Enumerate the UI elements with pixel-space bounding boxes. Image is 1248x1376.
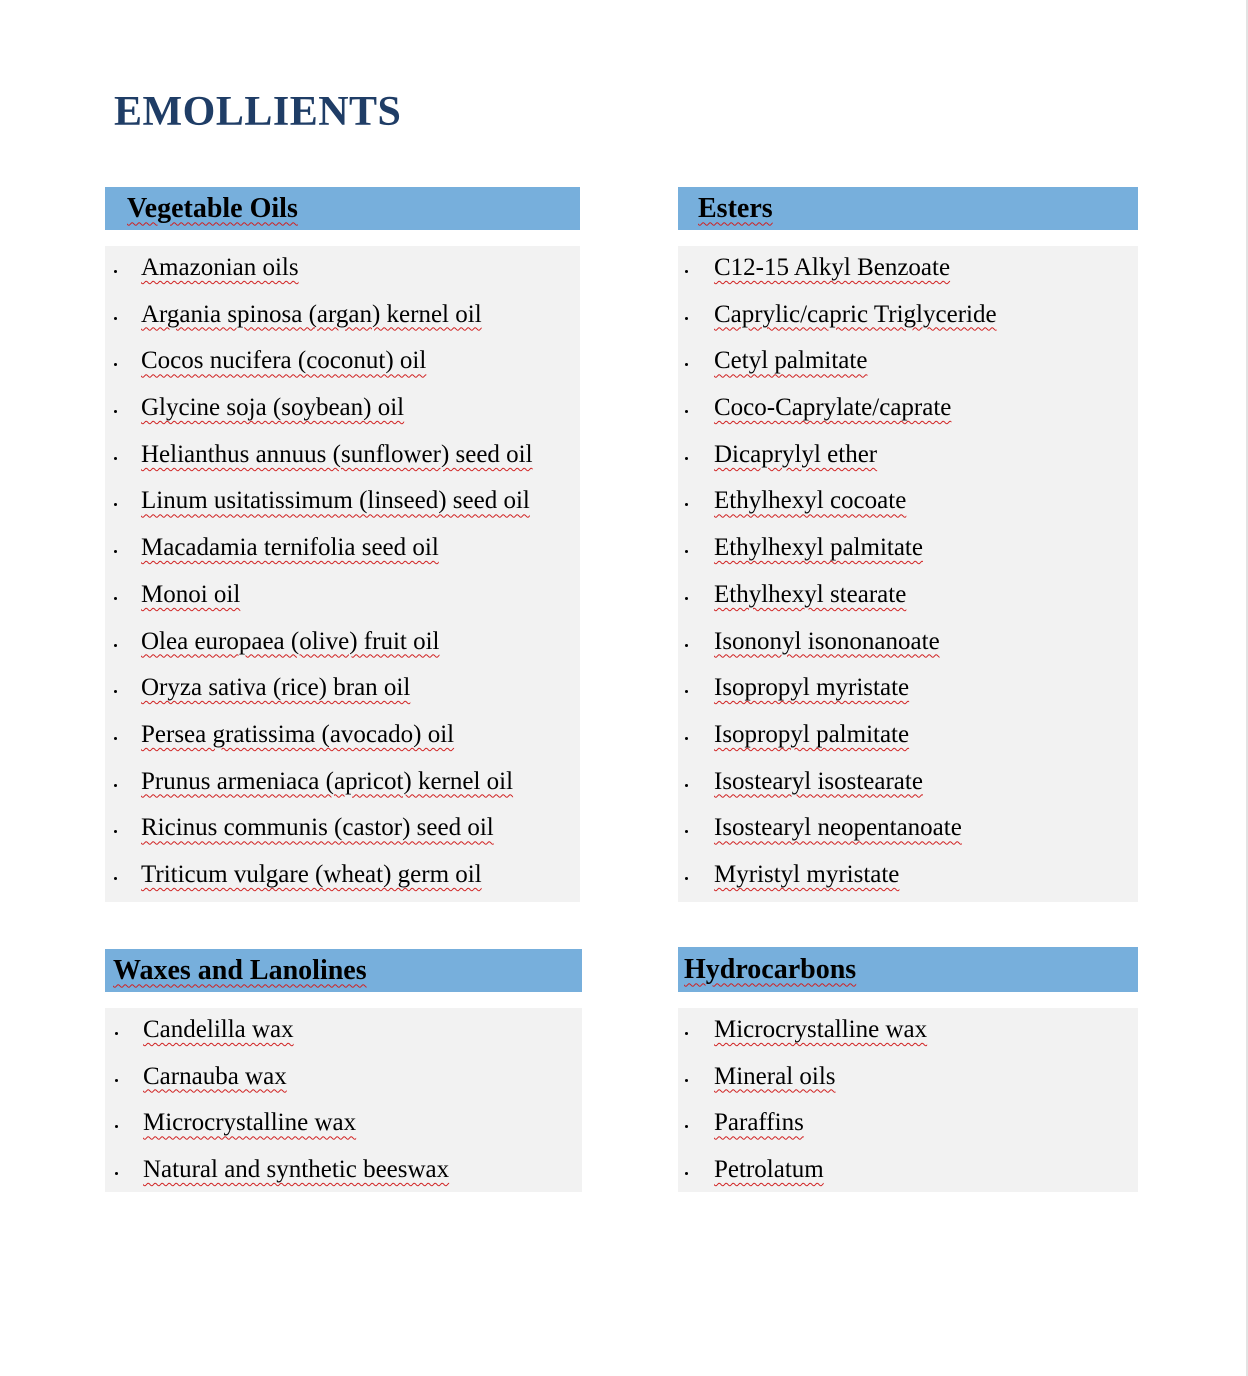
bullet-icon [685, 457, 688, 460]
bullet-icon [685, 597, 688, 600]
list-item [105, 1057, 582, 1104]
list-item [105, 668, 580, 715]
list-item-text: Persea gratissima (avocado) oil [141, 720, 455, 748]
list-item [105, 1150, 582, 1197]
list-item-text: Oryza sativa (rice) bran oil [141, 674, 411, 702]
list-item [105, 715, 580, 762]
list-item-text: Microcrystalline wax [143, 1109, 357, 1137]
list-item-text: Amazonian oils [141, 254, 299, 281]
list-item [678, 575, 1138, 622]
list-item-text: Ethylhexyl palmitate [714, 534, 923, 562]
list-item [105, 1010, 582, 1057]
section-list [678, 1008, 1138, 1192]
bullet-icon [685, 270, 688, 273]
list-item [678, 622, 1138, 669]
list-item-text: Cocos nucifera (coconut) oil [141, 347, 427, 375]
list-item [105, 341, 580, 388]
list-item [105, 248, 580, 295]
section-list [105, 1008, 582, 1192]
list-item-text: Ethylhexyl cocoate [714, 487, 907, 515]
bullet-icon [685, 644, 688, 647]
list-item [105, 855, 580, 902]
section-header [105, 187, 580, 230]
section-header [678, 947, 1138, 992]
bullet-icon [685, 1172, 688, 1175]
list-item [105, 1103, 582, 1150]
bullet-icon [115, 1032, 118, 1035]
list-item-text: Helianthus annuus (sunflower) seed oil [141, 440, 533, 468]
list-item-text: Macadamia ternifolia seed oil [141, 534, 439, 562]
bullet-icon [114, 877, 117, 880]
list-item-text: Natural and synthetic beeswax [143, 1156, 450, 1184]
bullet-icon [685, 550, 688, 553]
list-item-text: Microcrystalline wax [714, 1016, 928, 1043]
list-item-text: Olea europaea (olive) fruit oil [141, 627, 440, 655]
list-item [105, 762, 580, 809]
bullet-icon [115, 1079, 118, 1082]
list-item [678, 341, 1138, 388]
bullet-icon [114, 457, 117, 460]
bullet-icon [114, 550, 117, 553]
list-item [678, 762, 1138, 809]
bullet-icon [114, 644, 117, 647]
list-item [678, 1010, 1138, 1057]
list-item-text: Myristyl myristate [714, 860, 900, 888]
list-item-text: Glycine soja (soybean) oil [141, 394, 405, 422]
bullet-icon [685, 1032, 688, 1035]
bullet-icon [685, 737, 688, 740]
bullet-icon [114, 690, 117, 693]
list-item-text: Isononyl isononanoate [714, 627, 940, 655]
bullet-icon [685, 1125, 688, 1128]
list-item-text: Candelilla wax [143, 1016, 294, 1043]
list-item [678, 435, 1138, 482]
list-item [105, 808, 580, 855]
section-header [105, 949, 582, 992]
bullet-icon [114, 317, 117, 320]
list-item-text: Isopropyl palmitate [714, 720, 910, 748]
bullet-icon [114, 363, 117, 366]
bullet-icon [685, 363, 688, 366]
list-item [678, 528, 1138, 575]
section-header-label: Waxes and Lanolines [113, 954, 367, 986]
list-item-text: Triticum vulgare (wheat) germ oil [141, 860, 482, 888]
bullet-icon [114, 503, 117, 506]
list-item-text: Coco-Caprylate/caprate [714, 394, 952, 422]
list-item [678, 295, 1138, 342]
list-item [678, 668, 1138, 715]
bullet-icon [114, 737, 117, 740]
list-item [678, 388, 1138, 435]
section-list [105, 246, 580, 902]
section-waxes-and-lanolines [105, 949, 582, 1192]
bullet-icon [685, 784, 688, 787]
bullet-icon [685, 1079, 688, 1082]
list-item-text: Ricinus communis (castor) seed oil [141, 814, 494, 842]
list-item-text: Cetyl palmitate [714, 347, 868, 375]
list-item [105, 575, 580, 622]
list-item-text: Isostearyl neopentanoate [714, 814, 962, 842]
section-header [678, 187, 1138, 230]
list-item [678, 1057, 1138, 1104]
bullet-icon [115, 1125, 118, 1128]
list-item-text: Paraffins [714, 1109, 804, 1137]
section-header-label: Vegetable Oils [127, 192, 298, 224]
page-title: EMOLLIENTS [114, 89, 402, 135]
list-item [678, 1103, 1138, 1150]
section-header-label: Esters [698, 192, 773, 224]
section-hydrocarbons [678, 947, 1138, 1192]
bullet-icon [114, 784, 117, 787]
list-item-text: C12-15 Alkyl Benzoate [714, 254, 951, 281]
bullet-icon [685, 317, 688, 320]
list-item [105, 435, 580, 482]
bullet-icon [685, 410, 688, 413]
list-item [105, 528, 580, 575]
list-item-text: Prunus armeniaca (apricot) kernel oil [141, 767, 514, 795]
list-item-text: Caprylic/capric Triglyceride [714, 300, 997, 328]
list-item-text: Ethylhexyl stearate [714, 580, 907, 608]
list-item-text: Mineral oils [714, 1062, 836, 1090]
list-item-text: Isostearyl isostearate [714, 767, 923, 795]
bullet-icon [685, 877, 688, 880]
bullet-icon [114, 270, 117, 273]
list-item-text: Dicaprylyl ether [714, 440, 878, 468]
list-item [105, 295, 580, 342]
bullet-icon [685, 503, 688, 506]
list-item [678, 248, 1138, 295]
bullet-icon [115, 1172, 118, 1175]
section-vegetable-oils [105, 187, 580, 902]
list-item [678, 808, 1138, 855]
list-item-text: Isopropyl myristate [714, 674, 910, 702]
list-item-text: Petrolatum [714, 1156, 824, 1184]
bullet-icon [114, 830, 117, 833]
list-item-text: Linum usitatissimum (linseed) seed oil [141, 487, 530, 515]
list-item-text: Carnauba wax [143, 1062, 287, 1090]
list-item-text: Monoi oil [141, 580, 241, 608]
list-item [678, 1150, 1138, 1197]
list-item [105, 388, 580, 435]
section-header-label: Hydrocarbons [684, 953, 857, 985]
list-item-text: Argania spinosa (argan) kernel oil [141, 300, 482, 328]
bullet-icon [114, 597, 117, 600]
bullet-icon [685, 830, 688, 833]
list-item [678, 715, 1138, 762]
list-item [105, 481, 580, 528]
bullet-icon [114, 410, 117, 413]
list-item [678, 481, 1138, 528]
list-item [678, 855, 1138, 902]
bullet-icon [685, 690, 688, 693]
section-list [678, 246, 1138, 902]
section-esters [678, 187, 1138, 902]
list-item [105, 622, 580, 669]
